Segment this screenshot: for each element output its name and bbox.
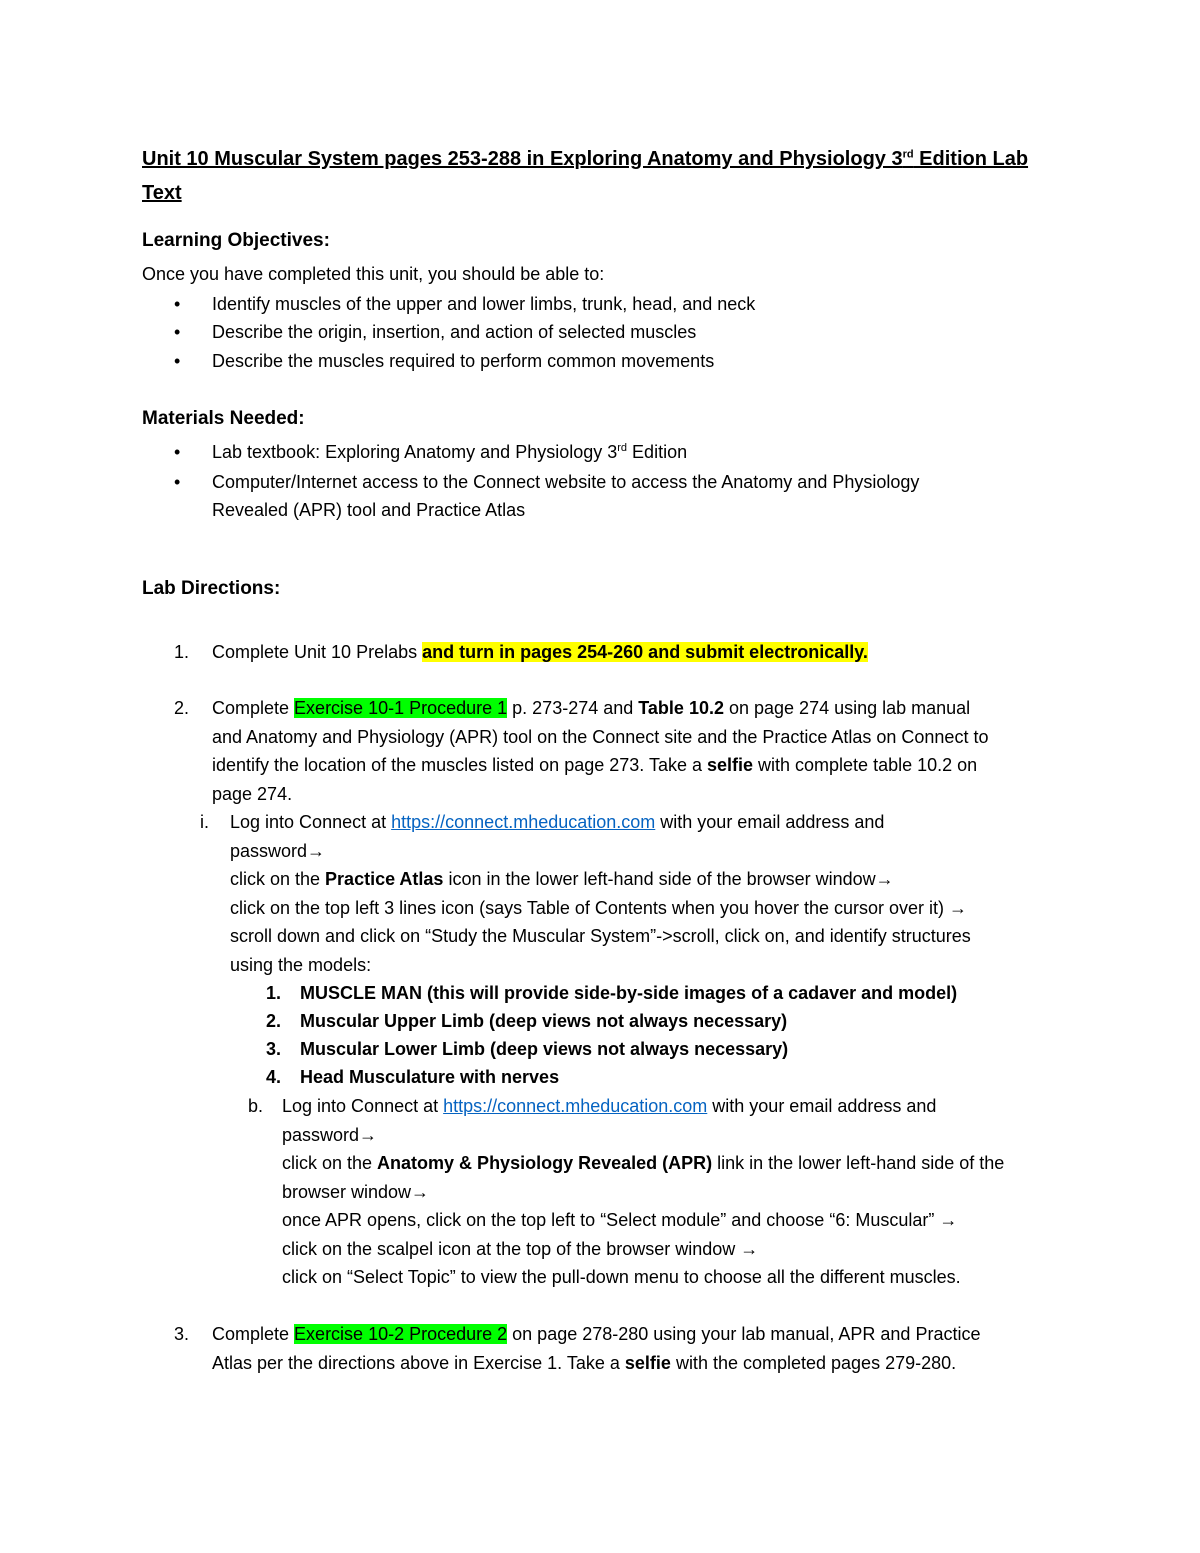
step2-highlight: Exercise 10-1 Procedure 1: [294, 698, 508, 718]
sub-i-l3-b: icon in the lower left-hand side of the browser window→: [443, 869, 894, 889]
step1-text: Complete Unit 10 Prelabs: [212, 642, 423, 662]
step2-line3-a: identify the location of the muscles listed on page 273. Take a: [212, 755, 707, 775]
sub-i-l4: click on the top left 3 lines icon (says Table of Contents when you hover the cursor over it) →: [230, 897, 968, 918]
substep-i: [230, 808, 971, 979]
substep-number: b.: [248, 1096, 264, 1116]
sub-i-l3-a: click on the: [230, 869, 326, 889]
model-item: MUSCLE MAN (this will provide side-by-side images of a cadaver and model): [300, 983, 958, 1003]
sub-b-post: with your email address and: [707, 1096, 937, 1116]
bullet-icon: •: [174, 351, 181, 371]
title-main: Unit 10 Muscular System pages 253-288 in Exploring Anatomy and Physiology 3: [142, 148, 903, 170]
objective-item: Identify muscles of the upper and lower limbs, trunk, head, and neck: [212, 294, 756, 314]
model-number: 1.: [266, 983, 282, 1003]
substep-b: [282, 1092, 1004, 1292]
step-number: 1.: [174, 642, 190, 662]
sub-i-pre: Log into Connect at: [230, 812, 392, 832]
materials-item-computer-cont: Revealed (APR) tool and Practice Atlas: [212, 500, 526, 520]
step-number: 2.: [174, 698, 190, 718]
sub-b-l3-a: click on the: [282, 1153, 378, 1173]
sub-b-l6: click on the scalpel icon at the top of the browser window →: [282, 1238, 759, 1259]
title-sup: rd: [902, 148, 914, 161]
step2-line4: page 274.: [212, 783, 293, 804]
model-number: 2.: [266, 1011, 282, 1031]
sub-b-l5: once APR opens, click on the top left to “Select module” and choose “6: Muscular” →: [282, 1210, 958, 1230]
step-number: 3.: [174, 1324, 190, 1344]
bullet-icon: •: [174, 294, 181, 314]
step-2: [212, 694, 988, 808]
sub-b-l4: browser window→: [282, 1181, 430, 1202]
materials-item-computer: Computer/Internet access to the Connect website to access the Anatomy and Physiology: [212, 472, 920, 492]
page-title: [142, 142, 1062, 210]
objective-item: Describe the origin, insertion, and action of selected muscles: [212, 322, 697, 342]
sub-i-l6: using the models:: [230, 954, 372, 975]
model-number: 3.: [266, 1039, 282, 1059]
step2-line2: and Anatomy and Physiology (APR) tool on the Connect site and the Practice Atlas on Connect to: [212, 726, 989, 747]
model-item: Head Musculature with nerves: [300, 1067, 560, 1087]
step2-bold1: Table 10.2: [638, 698, 724, 718]
sub-i-l2: password→: [230, 840, 326, 861]
materials-item-textbook: [212, 438, 687, 466]
model-number: 4.: [266, 1067, 282, 1087]
step2-line3-b: with complete table 10.2 on: [753, 755, 978, 775]
step2-after2: on page 274 using lab manual: [723, 698, 971, 718]
materials-heading: Materials Needed:: [142, 408, 305, 429]
bullet-icon: •: [174, 322, 181, 342]
sub-b-l3-b: link in the lower left-hand side of the: [712, 1153, 1005, 1173]
materials-item1-sup: rd: [617, 442, 628, 454]
connect-link[interactable]: https://connect.mheducation.com: [391, 812, 656, 832]
directions-heading: Lab Directions:: [142, 578, 281, 599]
step3-pre: Complete: [212, 1324, 295, 1344]
step3-after: on page 278-280 using your lab manual, APR and Practice: [507, 1324, 981, 1344]
model-item: Muscular Upper Limb (deep views not always necessary): [300, 1011, 788, 1031]
step-1: [212, 638, 868, 666]
title-rest: Edition Lab: [913, 148, 1029, 170]
model-item: Muscular Lower Limb (deep views not always necessary): [300, 1039, 789, 1059]
substep-number: i.: [200, 812, 209, 832]
sub-b-l2: password→: [282, 1124, 378, 1145]
materials-item1-a: Lab textbook: Exploring Anatomy and Physiology 3: [212, 442, 618, 462]
materials-item1-b: Edition: [627, 442, 688, 462]
sub-i-post: with your email address and: [655, 812, 885, 832]
objective-item: Describe the muscles required to perform common movements: [212, 351, 715, 371]
step1-highlight: and turn in pages 254-260 and submit electronically.: [422, 642, 868, 662]
sub-b-l3-bold: Anatomy & Physiology Revealed (APR): [377, 1153, 713, 1173]
bullet-icon: •: [174, 442, 181, 462]
title-line2: Text: [142, 182, 182, 204]
step3-highlight: Exercise 10-2 Procedure 2: [294, 1324, 508, 1344]
step3-line2-a: Atlas per the directions above in Exercise 1. Take a: [212, 1352, 625, 1373]
sub-i-l5: scroll down and click on “Study the Muscular System”->scroll, click on, and identify structures: [230, 926, 971, 946]
step3-line2-bold: selfie: [624, 1352, 671, 1373]
connect-link[interactable]: https://connect.mheducation.com: [443, 1096, 708, 1116]
bullet-icon: •: [174, 472, 181, 492]
step-3: [212, 1320, 980, 1377]
step2-line3-bold: selfie: [706, 755, 754, 775]
sub-b-pre: Log into Connect at: [282, 1096, 444, 1116]
step3-line2-b: with the completed pages 279-280.: [670, 1352, 957, 1373]
sub-i-l3-bold: Practice Atlas: [325, 869, 444, 889]
step2-after1: p. 273-274 and: [507, 698, 639, 718]
objectives-heading: Learning Objectives:: [142, 230, 330, 251]
step2-pre: Complete: [212, 698, 295, 718]
objectives-intro: Once you have completed this unit, you should be able to:: [142, 264, 605, 284]
sub-b-l7: click on “Select Topic” to view the pull-down menu to choose all the different muscles.: [282, 1267, 961, 1287]
